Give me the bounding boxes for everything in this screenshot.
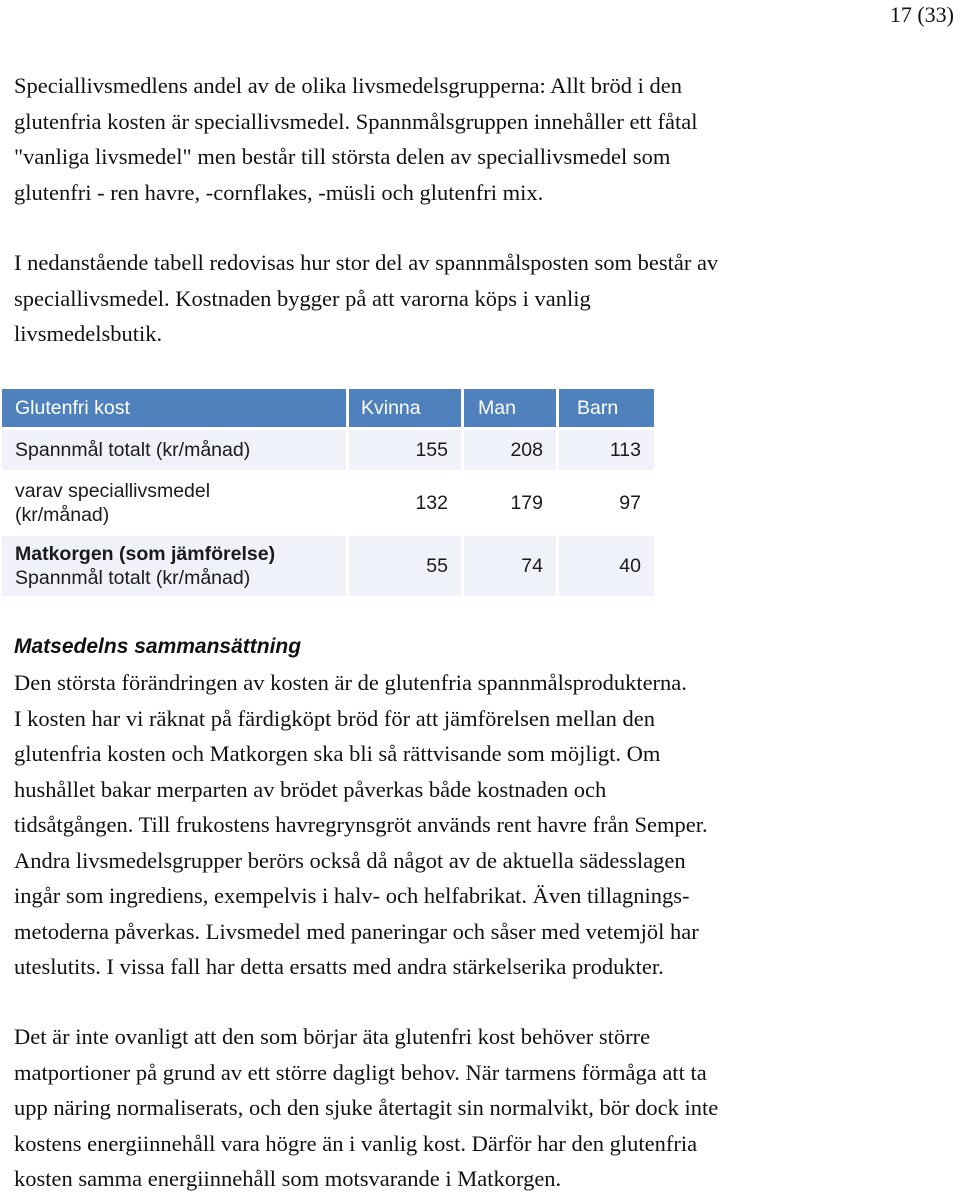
text-line: Speciallivsmedlens andel av de olika livsmedelsgrupperna: Allt bröd i den — [14, 73, 682, 98]
text-line: I kosten har vi räknat på färdigköpt bröd för att jämförelsen mellan den — [14, 705, 656, 731]
text-line: livsmedelsbutik. — [14, 321, 163, 346]
text-line: upp näring normaliserats, och den sjuke återtagit sin normalvikt, bör dock inte — [14, 1095, 719, 1120]
text-line: Den största förändringen av kosten är de glutenfria spannmålsprodukterna. — [14, 670, 687, 695]
table-header-row — [2, 389, 654, 429]
text-line: glutenfria kosten är speciallivsmedel. Spannmålsgruppen innehåller ett fåtal — [14, 108, 698, 134]
table-intro-paragraph — [14, 245, 944, 352]
table-row — [2, 535, 654, 598]
header-kvinna: Kvinna — [348, 389, 463, 429]
page-number: 17 (33) — [889, 2, 954, 27]
header-man: Man — [463, 389, 558, 429]
spannmal-cost-table — [2, 389, 654, 599]
closing-paragraph — [14, 1019, 944, 1197]
text-line: speciallivsmedel. Kostnaden bygger på att varorna köps i vanlig — [14, 285, 591, 311]
cell-man: 179 — [463, 472, 558, 535]
text-line: Det är inte ovanligt att den som börjar äta glutenfri kost behöver större — [14, 1024, 651, 1049]
text-line: kostens energiinnehåll vara högre än i vanlig kost. Därför har den glutenfria — [14, 1130, 698, 1156]
text-line: I nedanstående tabell redovisas hur stor del av spannmålsposten som består av — [14, 250, 719, 275]
section-heading: Matsedelns sammansättning — [14, 635, 302, 658]
text-line: Andra livsmedelsgrupper berörs också då något av de aktuella sädesslagen — [14, 847, 686, 873]
text-line: matportioner på grund av ett större dagligt behov. När tarmens förmåga att ta — [14, 1059, 707, 1085]
header-barn: Barn — [558, 389, 655, 429]
text-line: kosten samma energiinnehåll som motsvarande i Matkorgen. — [14, 1166, 562, 1191]
cell-kvinna: 55 — [348, 535, 463, 598]
row-label: Spannmål totalt (kr/månad) — [2, 429, 348, 472]
row-label-line: Matkorgen (som jämförelse) — [15, 543, 276, 565]
header-glutenfri-kost: Glutenfri kost — [2, 389, 348, 429]
text-line: metoderna påverkas. Livsmedel med paneringar och såser med vetemjöl har — [14, 918, 699, 944]
text-line: hushållet bakar merparten av brödet påverkas både kostnaden och — [14, 776, 607, 802]
cell-man: 208 — [463, 429, 558, 472]
cell-barn: 40 — [558, 535, 655, 598]
intro-paragraph — [14, 68, 944, 210]
section-paragraph — [14, 665, 944, 985]
row-label-line: varav speciallivsmedel — [15, 480, 211, 502]
row-label — [2, 535, 348, 598]
text-line: tidsåtgången. Till frukostens havregrynsgröt används rent havre från Semper. — [14, 812, 708, 837]
text-line: glutenfria kosten och Matkorgen ska bli så rättvisande som möjligt. Om — [14, 741, 661, 766]
cell-kvinna: 132 — [348, 472, 463, 535]
cell-barn: 113 — [558, 429, 655, 472]
cell-barn: 97 — [558, 472, 655, 535]
table-row — [2, 429, 654, 472]
row-label — [2, 472, 348, 535]
text-line: glutenfri - ren havre, -cornflakes, -müsli och glutenfri mix. — [14, 179, 544, 205]
text-line: uteslutits. I vissa fall har detta ersatts med andra stärkelserika produkter. — [14, 954, 664, 979]
row-label-line: Spannmål totalt (kr/månad) — [15, 567, 251, 589]
row-label-line: (kr/månad) — [15, 504, 110, 526]
text-line: ingår som ingrediens, exempelvis i halv- och helfabrikat. Även tillagnings- — [14, 883, 690, 908]
table-row — [2, 472, 654, 535]
text-line: "vanliga livsmedel" men består till största delen av speciallivsmedel som — [14, 144, 671, 169]
cell-kvinna: 155 — [348, 429, 463, 472]
cell-man: 74 — [463, 535, 558, 598]
